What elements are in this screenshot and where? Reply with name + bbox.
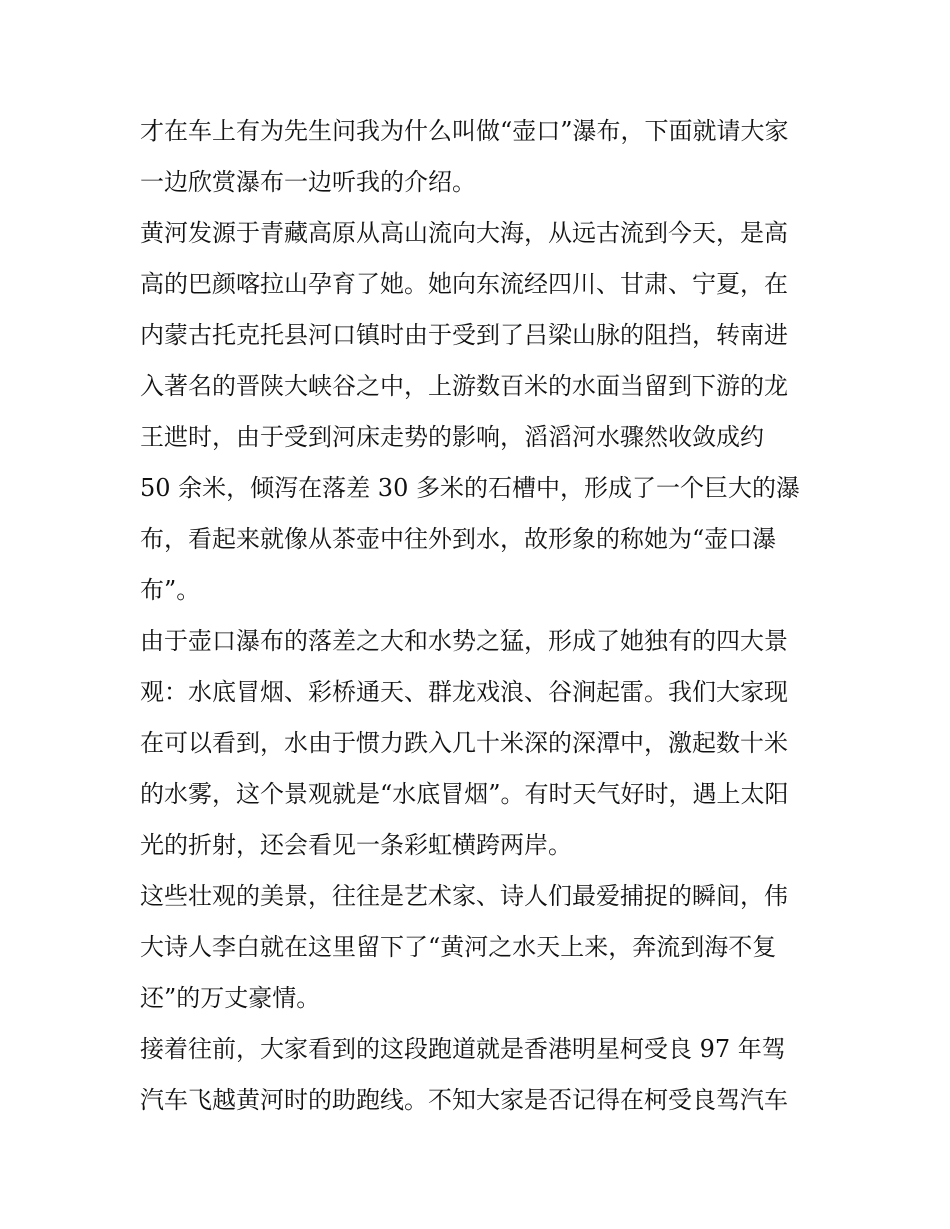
paragraph-intro (140, 106, 812, 208)
paragraph-poets (140, 871, 812, 1024)
document-body (140, 106, 812, 1126)
text-line: 黄河发源于青藏高原从高山流向大海，从远古流到今天，是高 (140, 219, 788, 247)
text-line: 入著名的晋陕大峡谷之中，上游数百米的水面当留到下游的龙 (140, 372, 788, 400)
paragraph-runway (140, 1024, 812, 1126)
text-line: 汽车飞越黄河时的助跑线。不知大家是否记得在柯受良驾汽车 (140, 1086, 788, 1114)
paragraph-yellow-river-origin (140, 208, 812, 616)
text-line: 在可以看到，水由于惯力跌入几十米深的深潭中，激起数十米 (140, 729, 788, 757)
text-line: 由于壶口瀑布的落差之大和水势之猛，形成了她独有的四大景 (140, 627, 788, 655)
text-line: 这些壮观的美景，往往是艺术家、诗人们最爱捕捉的瞬间，伟 (140, 882, 788, 910)
text-line: 才在车上有为先生问我为什么叫做“壶口”瀑布，下面就请大家 (140, 117, 789, 145)
text-line: 接着往前，大家看到的这段跑道就是香港明星柯受良 97 年驾 (140, 1035, 786, 1063)
text-line: 的水雾，这个景观就是“水底冒烟”。有时天气好时，遇上太阳 (140, 780, 789, 808)
text-line: 观：水底冒烟、彩桥通天、群龙戏浪、谷涧起雷。我们大家现 (140, 678, 788, 706)
text-line: 高的巴颜喀拉山孕育了她。她向东流经四川、甘肃、宁夏，在 (140, 270, 788, 298)
text-line: 一边欣赏瀑布一边听我的介绍。 (140, 168, 476, 196)
text-line: 光的折射，还会看见一条彩虹横跨两岸。 (140, 831, 572, 859)
text-line: 布”。 (140, 576, 201, 604)
text-line: 大诗人李白就在这里留下了“黄河之水天上来，奔流到海不复 (140, 933, 777, 961)
text-line: 还”的万丈豪情。 (140, 984, 321, 1012)
text-line: 布，看起来就像从茶壶中往外到水，故形象的称她为“壶口瀑 (140, 525, 777, 553)
text-line: 王迣时，由于受到河床走势的影响，滔滔河水骤然收敛成约 (140, 423, 764, 451)
paragraph-four-wonders (140, 616, 812, 871)
text-line: 内蒙古托克托县河口镇时由于受到了吕梁山脉的阻挡，转南进 (140, 321, 788, 349)
text-line: 50 余米，倾泻在落差 30 多米的石槽中，形成了一个巨大的瀑 (140, 474, 800, 502)
